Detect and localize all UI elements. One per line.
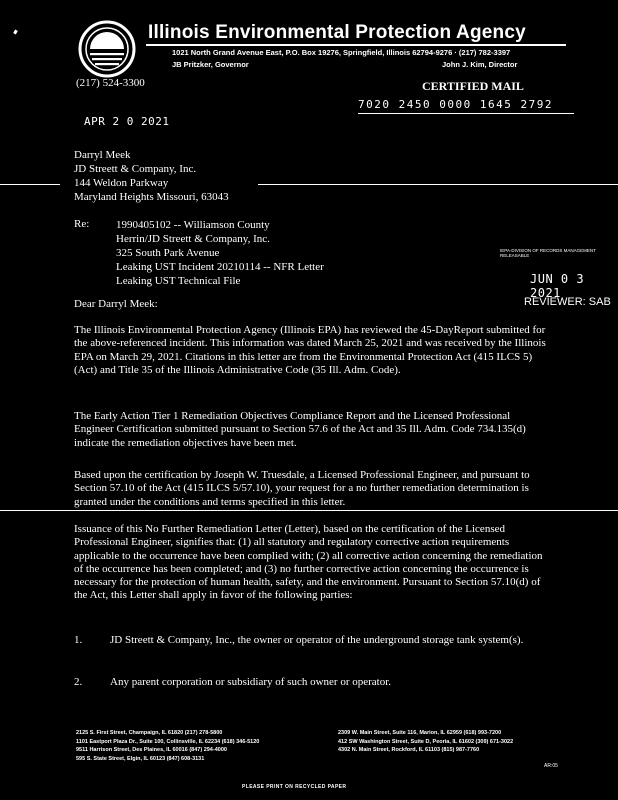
office-address: 2125 S. First Street, Champaign, IL 61820 (217) 278-5800 — [76, 730, 223, 736]
letterhead-rule — [146, 44, 566, 46]
director-name: John J. Kim, Director — [442, 60, 518, 69]
recycled-paper-note: PLEASE PRINT ON RECYCLED PAPER — [242, 784, 347, 790]
scan-speck — [13, 30, 18, 35]
list-item: JD Streett & Company, Inc., the owner or operator of the underground storage tank system(s). — [110, 634, 524, 646]
form-code: AR:05 — [544, 763, 558, 769]
recipient-company: JD Streett & Company, Inc. — [74, 163, 197, 175]
re-line: 325 South Park Avenue — [116, 247, 220, 259]
records-stamp-date: JUN 0 3 2021 — [530, 272, 585, 300]
illinois-epa-logo-icon — [78, 20, 136, 78]
office-address: 412 SW Washington Street, Suite D, Peoria, IL 61602 (309) 671-3022 — [338, 738, 514, 745]
scan-line — [0, 510, 618, 511]
agency-name: Illinois Environmental Protection Agency — [148, 22, 526, 43]
governor-name: JB Pritzker, Governor — [172, 60, 249, 69]
re-label: Re: — [74, 218, 90, 230]
re-line: Leaking UST Incident 20210114 -- NFR Letter — [116, 261, 324, 273]
recipient-address-block — [74, 148, 229, 204]
re-line: 1990405102 -- Williamson County — [116, 219, 270, 231]
agency-address: 1021 North Grand Avenue East, P.O. Box 19276, Springfield, Illinois 62794-9276 · (217) 782-3397 — [172, 48, 511, 57]
tracking-underline — [358, 113, 574, 114]
body-paragraph: The Early Action Tier 1 Remediation Objectives Compliance Report and the Licensed Professional Engineer Certification submitted pursuant to Section 57.6 of the Act and 35 Ill. Adm. Code 734.135(d) indicate the remediation objectives have been met. — [74, 410, 526, 449]
list-item-number: 2. — [74, 676, 83, 688]
tracking-number: 7020 2450 0000 1645 2792 — [358, 98, 553, 111]
office-address: 2309 W. Main Street, Suite 116, Marion, IL 62959 (618) 993-7200 — [338, 730, 502, 736]
certified-mail-label: CERTIFIED MAIL — [422, 79, 524, 93]
footer-offices-right — [338, 729, 513, 755]
body-paragraph: The Illinois Environmental Protection Agency (Illinois EPA) has reviewed the 45-DayReport submitted for the above-referenced incident. This information was dated March 25, 2021 and was received by the Illinois EPA on March 29, 2021. Citations in this letter are from the Environmental Protection Act (415 ILCS 5) (Act) and Title 35 of the Illinois Administrative Code (35 Ill. Adm. Code). — [74, 324, 546, 376]
records-stamp-header: IEPA-DIVISION OF RECORDS MANAGEMENT RELEASABLE — [500, 248, 596, 258]
salutation: Dear Darryl Meek: — [74, 298, 158, 310]
recipient-street: 144 Weldon Parkway — [74, 177, 169, 189]
scan-line — [0, 184, 60, 185]
list-item-number: 1. — [74, 634, 83, 646]
scan-line — [258, 184, 618, 185]
records-stamp-reviewer: REVIEWER: SAB — [524, 296, 611, 308]
re-line: Herrin/JD Streett & Company, Inc. — [116, 233, 270, 245]
office-address: 595 S. State Street, Elgin, IL 60123 (847) 608-3131 — [76, 755, 205, 762]
office-address: 9511 Harrison Street, Des Plaines, IL 60016 (847) 294-4000 — [76, 747, 227, 754]
body-paragraph: Based upon the certification by Joseph W. Truesdale, a Licensed Professional Engineer, and pursuant to Section 57.10 of the Act (415 ILCS 5/57.10), your request for a no further remediation determination is granted under the conditions and terms specified in this letter. — [74, 469, 530, 508]
re-subject-block — [116, 218, 324, 288]
re-line: Leaking UST Technical File — [116, 275, 241, 287]
office-address: 4302 N. Main Street, Rockford, IL 61103 (815) 987-7760 — [338, 747, 480, 754]
body-paragraph: Issuance of this No Further Remediation Letter (Letter), based on the certification of the Licensed Professional Engineer, signifies that: (1) all statutory and regulatory corrective action requirements applicable to the occurrence have been complied with; (2) all corrective action concerning the remediation of the occurrence has been completed; and (3) no further corrective action concerning the occurrence is necessary for the protection of human health, safety, and the environment. Pursuant to Section 57.10(d) of the Act, this Letter shall apply in favor of the following parties: — [74, 523, 543, 602]
footer-offices-left — [76, 729, 259, 763]
agency-phone: (217) 524-3300 — [76, 77, 145, 89]
recipient-name: Darryl Meek — [74, 149, 131, 161]
list-item: Any parent corporation or subsidiary of such owner or operator. — [110, 676, 392, 688]
letter-date-stamp: APR 2 0 2021 — [84, 115, 170, 128]
recipient-city: Maryland Heights Missouri, 63043 — [74, 191, 229, 203]
office-address: 1101 Eastport Plaza Dr., Suite 100, Collinsville, IL 62234 (618) 346-5120 — [76, 738, 260, 745]
